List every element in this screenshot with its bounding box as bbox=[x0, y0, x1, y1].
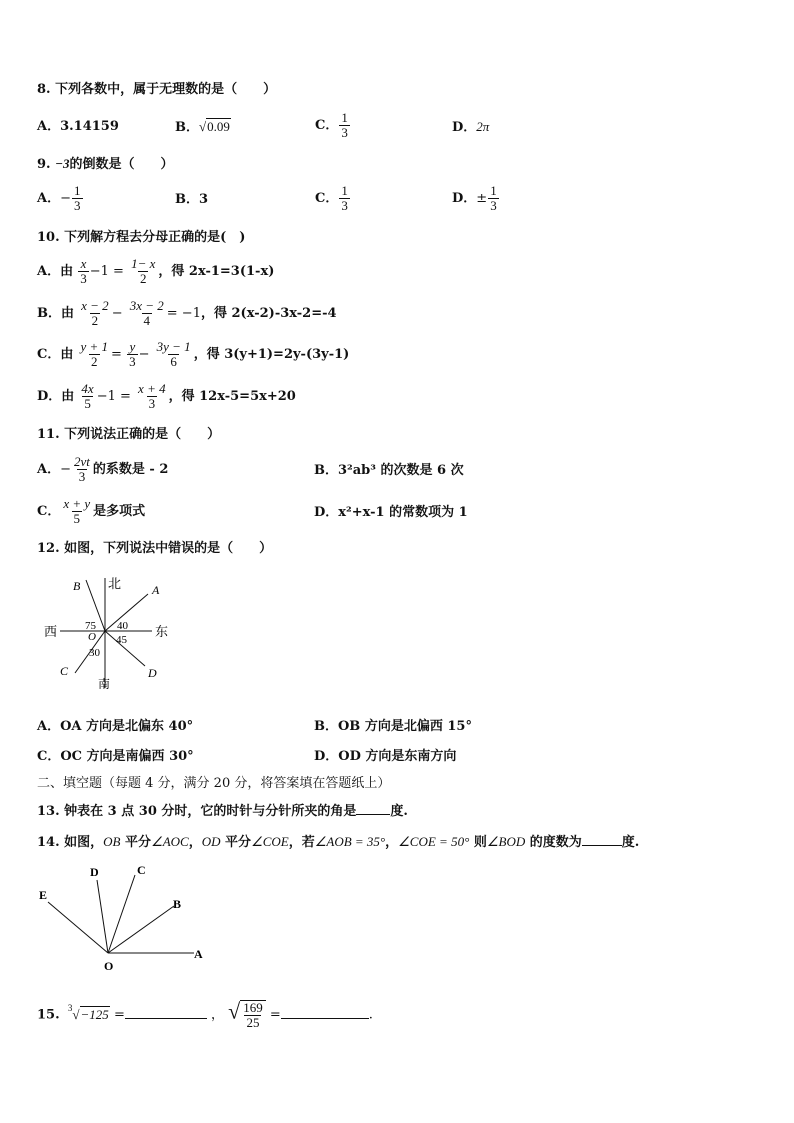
q9-option-a: A．− $\frac{1}{3}$ bbox=[37, 183, 81, 213]
q10-option-c: C．由 $\frac{y + 1}{2}$ = $\frac{y}{3}$ − $\frac{3y - 1}{6}$ ，得 3(y+1)=2y-(3y-1) bbox=[37, 339, 350, 369]
ray-ob bbox=[108, 906, 174, 953]
label-b: B bbox=[173, 897, 182, 911]
q8-option-a: A．3.14159 bbox=[37, 119, 119, 134]
q12-option-d: D．OD 方向是东南方向 bbox=[314, 749, 457, 764]
q8-option-d: D．2π bbox=[452, 119, 490, 135]
q12-stem: 12. 如图，下列说法中错误的是（ ） bbox=[37, 541, 273, 556]
q11-option-a: A．− $\frac{2vt}{3}$ 的系数是 - 2 bbox=[37, 454, 169, 484]
q11-option-d: D．x²+x-1 的常数项为 1 bbox=[314, 505, 468, 520]
label-d: D bbox=[90, 865, 99, 879]
q15-stem: 15. $^3$√−125 = ， √ $\frac{169}{25}$ = . bbox=[37, 998, 373, 1030]
angle-40: 40 bbox=[117, 620, 128, 632]
ray-od bbox=[97, 880, 108, 953]
q11-stem: 11. 下列说法正确的是（ ） bbox=[37, 427, 221, 442]
q14-answer-blank[interactable] bbox=[582, 833, 622, 846]
q10-option-d: D．由 $\frac{4x}{5}$ −1 = $\frac{x + 4}{3}$ ，得 12x-5=5x+20 bbox=[37, 381, 296, 411]
angle-75: 75 bbox=[85, 620, 96, 632]
q11-option-c: C． $\frac{x + y}{5}$ 是多项式 bbox=[37, 496, 146, 526]
q11-option-b: B．3²ab³ 的次数是 6 次 bbox=[314, 463, 464, 478]
q10-option-b: B．由 $\frac{x - 2}{2}$ − $\frac{3x - 2}{4}$ = −1，得 2(x-2)-3x-2=-4 bbox=[37, 298, 337, 328]
ray-oe bbox=[48, 902, 108, 953]
q13-stem: 13. 钟表在 3 点 30 分时，它的时针与分针所夹的角是 度. bbox=[37, 804, 408, 819]
angle-45: 45 bbox=[116, 634, 127, 646]
label-d: D bbox=[148, 666, 157, 680]
label-south: 南 bbox=[98, 677, 111, 691]
label-b: B bbox=[73, 579, 81, 593]
label-c: C bbox=[137, 863, 146, 877]
q15-answer-blank-1[interactable] bbox=[125, 1006, 207, 1019]
label-west: 西 bbox=[44, 624, 58, 639]
q10-stem: 10. 下列解方程去分母正确的是( ) bbox=[37, 230, 246, 245]
q8-stem: 8. 下列各数中，属于无理数的是（ ） bbox=[37, 82, 277, 97]
label-o: O bbox=[104, 959, 114, 973]
angle-30: 30 bbox=[89, 647, 100, 659]
q9-option-d: D．± $\frac{1}{3}$ bbox=[452, 183, 497, 213]
q15-answer-blank-2[interactable] bbox=[281, 1006, 369, 1019]
q9-option-c: C． $\frac{1}{3}$ bbox=[315, 183, 348, 213]
label-o: O bbox=[88, 631, 96, 643]
compass-figure bbox=[40, 572, 180, 692]
q12-option-c: C．OC 方向是南偏西 30° bbox=[37, 749, 194, 764]
q9-option-b: B．3 bbox=[175, 192, 209, 207]
q13-answer-blank[interactable] bbox=[356, 802, 390, 815]
q14-stem: 14. 如图，OB 平分∠AOC，OD 平分∠COE，若∠AOB = 35°，∠COE = 50° 则∠BOD 的度数为 度. bbox=[37, 834, 640, 850]
label-e: E bbox=[39, 888, 48, 902]
label-east: 东 bbox=[155, 624, 169, 639]
q12-option-a: A．OA 方向是北偏东 40° bbox=[37, 719, 194, 734]
q8-option-c: C． $\frac{1}{3}$ bbox=[315, 110, 348, 140]
angle-figure bbox=[34, 858, 214, 976]
ray-oc bbox=[108, 875, 135, 953]
label-a: A bbox=[194, 947, 203, 961]
section-2-heading: 二、填空题（每题 4 分，满分 20 分，将答案填在答题纸上） bbox=[37, 776, 391, 791]
label-c: C bbox=[60, 664, 69, 678]
label-a: A bbox=[152, 583, 160, 597]
q12-option-b: B．OB 方向是北偏西 15° bbox=[314, 719, 472, 734]
q10-option-a: A．由 $\frac{x}{3}$ −1 = $\frac{1- x}{2}$ ，得 2x-1=3(1-x) bbox=[37, 256, 275, 286]
q9-stem: 9. −3的倒数是（ ） bbox=[37, 156, 174, 172]
label-north: 北 bbox=[108, 576, 122, 591]
q8-option-b: B．√0.09 bbox=[175, 119, 230, 135]
